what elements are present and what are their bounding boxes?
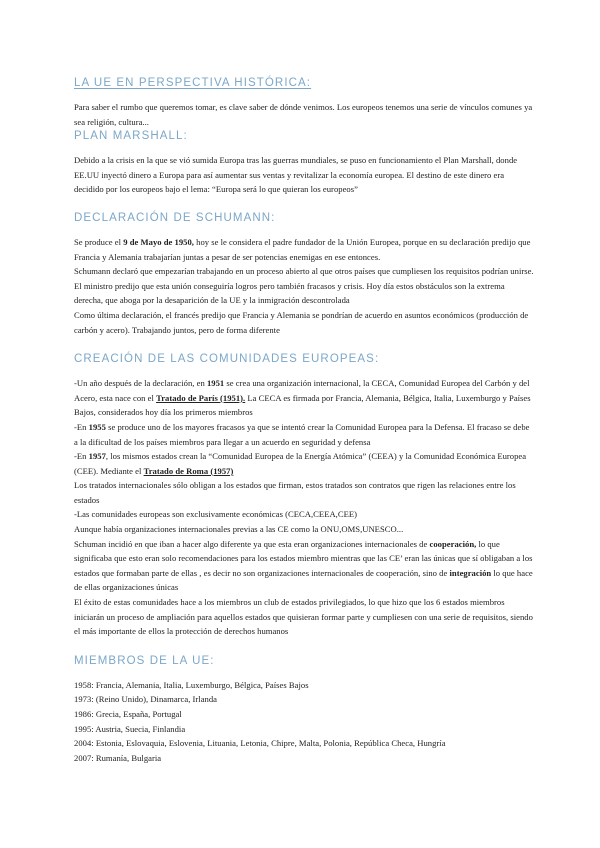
paragraph-perspectiva-1: Para saber el rumbo que queremos tomar, es clave saber de dónde venimos. Los europeos tenemos una serie de vínculos comunes ya sea religión, cultura... [74,102,533,127]
paragraph-schumann-3: Como última declaración, el francés predijo que Francia y Alemania se pondrían de acuerdo en asuntos económicos (producción de carbón y acero). Trabajando juntos, pero de forma diferente [74,309,529,335]
paragraph-comunidades-8: El éxito de estas comunidades hace a los miembros un club de estados privilegiados, lo que hizo que los 6 estados miembros iniciarán un proceso de ampliación para aquellos estados que quisieran formar parte y cumpliesen con una serie de requisitos, siendo el más importante de ellos la protección de derechos humanos [74,597,533,637]
bold-1951: 1951 [206,378,225,389]
members-list [74,678,534,766]
section-heading-miembros: MIEMBROS DE LA UE: [74,654,215,667]
bold-fecha-schumann: 9 de Mayo de 1950, [123,236,194,247]
section-heading-marshall: PLAN MARSHALL: [74,130,188,143]
list-item: 2004: Estonia, Eslovaquia, Eslovenia, Lituania, Letonia, Chipre, Malta, Polonia, República Checa, Hungría [74,738,446,749]
paragraph-comunidades-6: Aunque había organizaciones internacionales previas a las CE como la ONU,OMS,UNESCO... [74,524,404,535]
section-heading-schumann: DECLARACIÓN DE SCHUMANN: [74,211,276,224]
paragraph-schumann-2: Schumann declaró que empezarían trabajando en un proceso abierto al que otros países que cumpliesen los requisitos podrían unirse. El ministro predijo que esta unión conseguiría logros pero también fracasos y crisis. Hoy día estos obstáculos son la extrema derecha, que aboga por la desaparición de la UE y la inmigración descontrolada [74,266,534,306]
bold-tratado-roma: Tratado de Roma (1957) [143,465,234,476]
section-heading-perspectiva: LA UE EN PERSPECTIVA HISTÓRICA: [74,77,312,89]
paragraph-schumann-1: Se produce el 9 de Mayo de 1950, hoy se le considera el padre fundador de la Unión Europea, porque en su declaración predijo que Francia y Alemania trabajarían juntas a pesar de ser potencias enemigas en ese entonces. [74,236,531,262]
list-item: 1958: Francia, Alemania, Italia, Luxemburgo, Bélgica, Países Bajos [74,679,309,690]
paragraph-marshall-1: Debido a la crisis en la que se vió sumida Europa tras las guerras mundiales, se puso en funcionamiento el Plan Marshall, donde EE.UU inyectó dinero a Europa para así aumentar sus ventas y revitalizar la economía europea. El destino de este dinero era decidido por los europeos bajo el lema: “Europa será lo que quieran los europeos” [74,155,518,195]
bold-tratado-paris: Tratado de París (1951). [156,392,246,403]
paragraph-comunidades-7: Schuman incidió en que iban a hacer algo diferente ya que esta eran organizaciones internacionales de cooperación, lo que significaba que esto eran solo recomendaciones para los estados miembro mientras que las CE’ eran las únicas que sí obligaban a los estados que formaban parte de ellas , es decir no son organizaciones internacionales de cooperación, sino de integración lo que hace de ellas organizaciones únicas [74,538,533,593]
list-item: 1995: Austria, Suecia, Finlandia [74,723,186,734]
list-item: 1986: Grecia, España, Portugal [74,709,182,719]
document-body [74,76,534,765]
bold-1957: 1957 [88,451,106,462]
section-heading-comunidades: CREACIÓN DE LAS COMUNIDADES EUROPEAS: [74,353,380,366]
list-item: 2007: Rumanía, Bulgaria [74,752,162,763]
paragraph-comunidades-4: Los tratados internacionales sólo obligan a los estados que firman, estos tratados son contratos que rigen las relaciones entre los estados [74,480,516,505]
paragraph-comunidades-1: -Un año después de la declaración, en 1951 se crea una organización internacional, la CECA, Comunidad Europea del Carbón y del Acero, esta nace con el Tratado de París (1951). La CECA es firmada por Francia, Alemania, Bélgica, Italia, Luxemburgo y Países Bajos, considerados hoy día los primeros miembros [74,378,531,418]
paragraph-comunidades-2: -En 1955 se produce uno de los mayores fracasos ya que se intentó crear la Comunidad Europea para la Defensa. El fracaso se debe a la dificultad de los países miembros para llegar a un acuerdo en seguridad y defensa [74,421,530,447]
bold-1955: 1955 [88,421,106,432]
bold-integracion: integración [449,567,492,578]
list-item: 1973: (Reino Unido), Dinamarca, Irlanda [74,694,218,705]
bold-cooperacion: cooperación, [429,538,477,549]
paragraph-comunidades-3: -En 1957, los mismos estados crean la “Comunidad Europea de la Energía Atómica” (CEEA) y la Comunidad Económica Europea (CEE). Mediante el Tratado de Roma (1957) [74,451,527,476]
paragraph-comunidades-5: -Las comunidades europeas son exclusivamente económicas (CECA,CEEA,CEE) [74,509,358,520]
